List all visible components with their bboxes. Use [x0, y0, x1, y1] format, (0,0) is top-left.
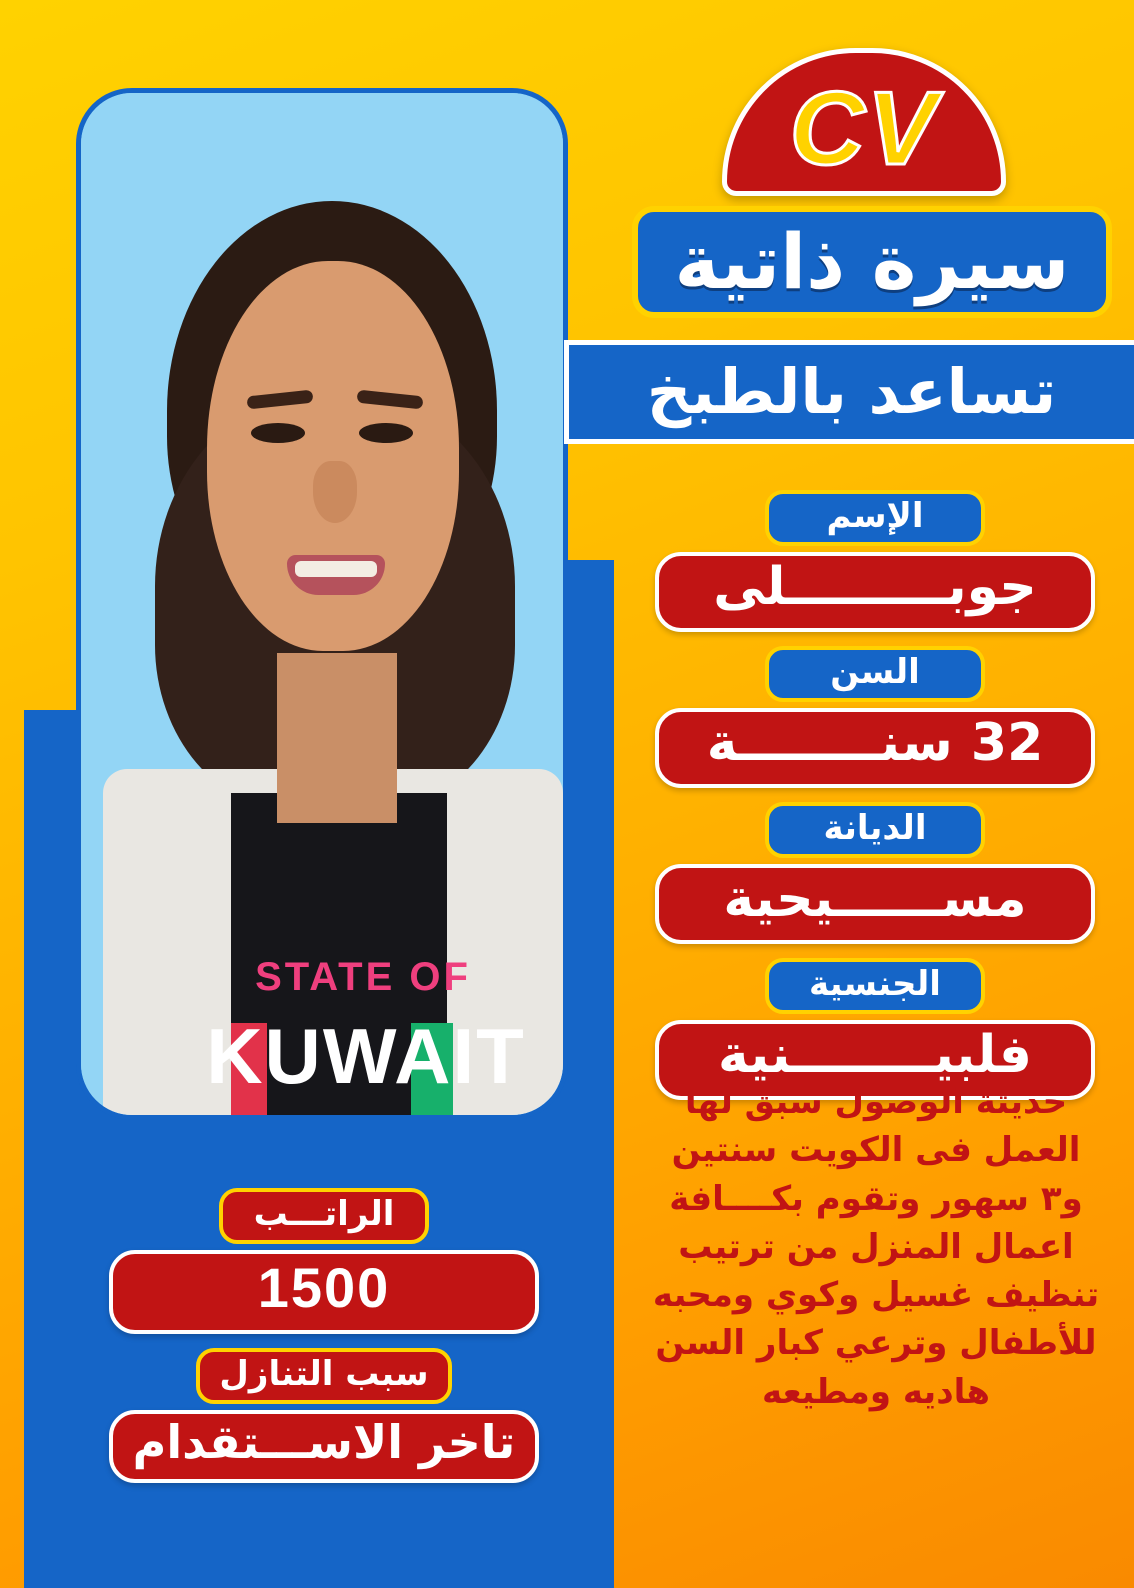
photo-eye-left	[251, 423, 305, 443]
field-age	[640, 646, 1110, 788]
field-name-label: الإسم	[765, 490, 985, 546]
blue-background-panel-extension	[560, 560, 614, 740]
photo-teeth	[295, 561, 377, 577]
field-religion-value: مســــــيحية	[655, 864, 1095, 944]
salary-block	[104, 1188, 544, 1334]
photo-nose	[313, 461, 357, 523]
page-title	[632, 206, 1112, 318]
photo-neck-shape	[277, 653, 397, 823]
subtitle-label: تساعد بالطبخ	[646, 355, 1057, 428]
photo-image	[81, 93, 563, 1115]
salary-value: 1500	[109, 1250, 539, 1334]
subtitle-banner	[564, 340, 1134, 444]
shirt-text-line1: STATE OF	[255, 955, 471, 999]
field-age-value: 32 سنــــــــة	[655, 708, 1095, 788]
transfer-reason-label: سبب التنازل	[196, 1348, 452, 1404]
field-name	[640, 490, 1110, 632]
cv-badge	[722, 48, 1006, 196]
applicant-photo	[76, 88, 568, 1120]
photo-eye-right	[359, 423, 413, 443]
field-nationality-label: الجنسية	[765, 958, 985, 1014]
fields-list	[640, 490, 1110, 1114]
cv-badge-label: CV	[789, 71, 939, 187]
experience-description: حديثة الوصول سبق لها العمل فى الكويت سنتين و٣ سهور وتقوم بكــــافة اعمال المنزل من ترتيب تنظيف غسيل وكوي ومحبه للأطفال وترعي كبار السن هاديه ومطيعه	[652, 1082, 1100, 1412]
salary-label: الراتـــب	[219, 1188, 429, 1244]
transfer-reason-value: تاخر الاســـتقدام	[109, 1410, 539, 1483]
field-nationality-value: فلبيــــــــنية	[655, 1020, 1095, 1100]
transfer-reason-block	[104, 1348, 544, 1483]
field-religion	[640, 802, 1110, 944]
field-religion-label: الديانة	[765, 802, 985, 858]
page-title-label: سيرة ذاتية	[674, 217, 1070, 306]
shirt-text-line2: KUWAIT	[206, 1012, 526, 1100]
field-age-label: السن	[765, 646, 985, 702]
field-name-value: جوبـــــــــلى	[655, 552, 1095, 632]
